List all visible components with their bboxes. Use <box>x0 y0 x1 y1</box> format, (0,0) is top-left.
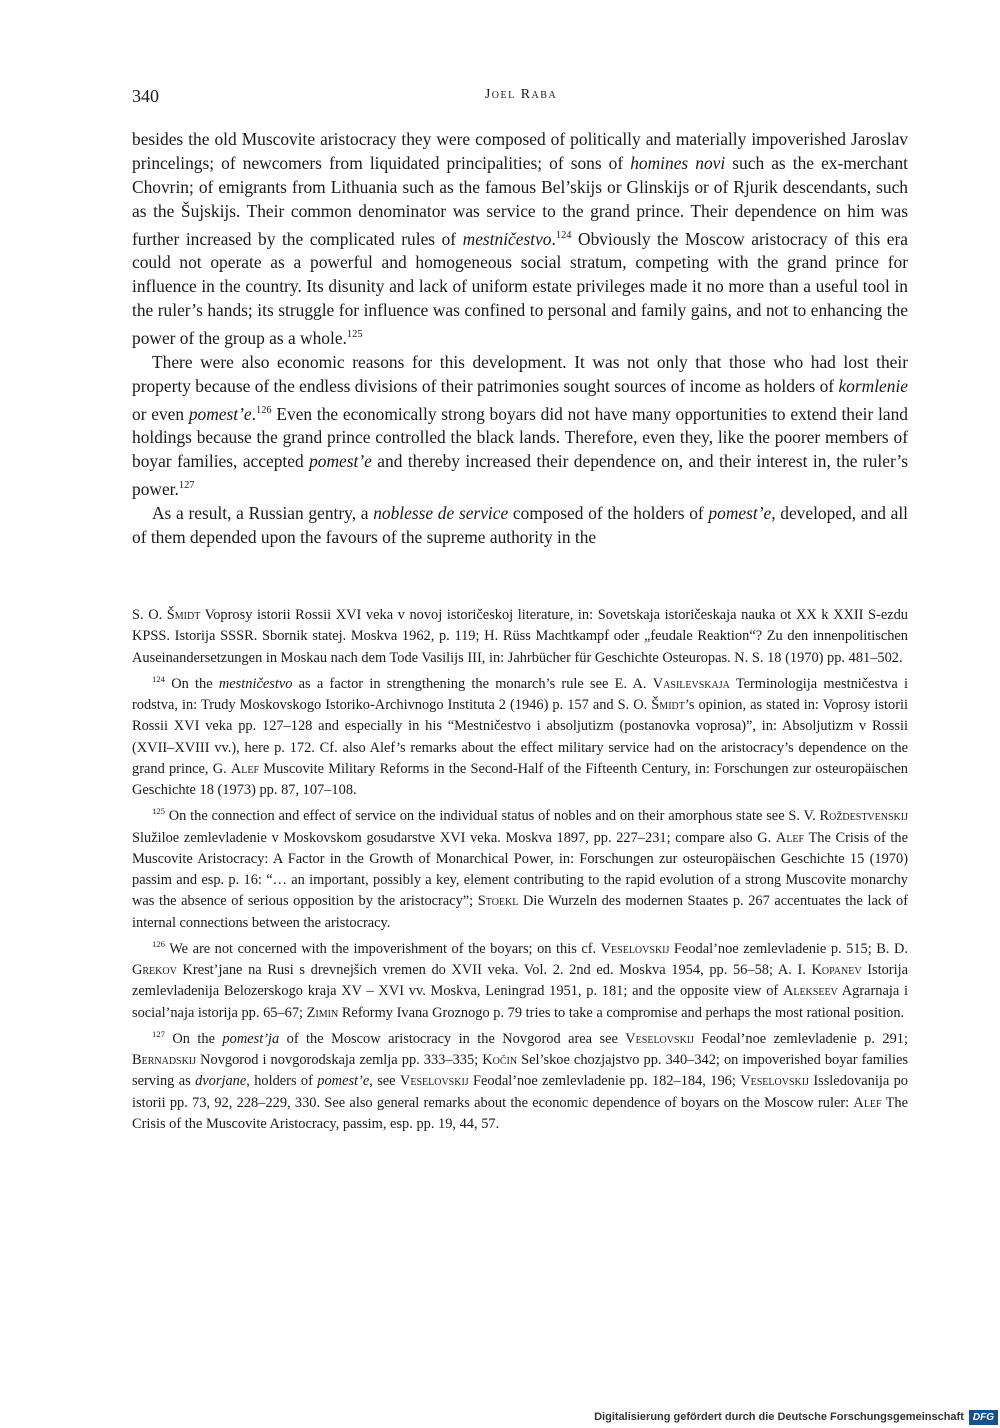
text-run: . <box>551 228 556 249</box>
text-run: There were also economic reasons for this development. It was not only that those who had lost their property because of the endless divisions of their patrimonies sought sources of income as holders of <box>132 351 908 396</box>
footnote-ref: 126 <box>255 404 272 416</box>
italic-term: kormlenie <box>838 375 908 396</box>
italic-term: pomest’e <box>309 451 372 472</box>
text-run: Agrarnaja i social’naja istorija pp. 65–67; <box>132 983 909 1021</box>
author-name: Šmidt <box>166 607 201 623</box>
footnote-127 <box>132 1024 908 1135</box>
author-name: Veselovskij <box>740 1073 809 1090</box>
footnote-ref: 124 <box>555 229 572 241</box>
text-run: The Crisis of the Muscovite Aristocracy: A Factor in the Growth of Monarchical Power, in: Forschungen zur osteuropäischen Geschichte 15 (1970) passim and esp. p. 16: “… an important, possibly a key, element contributing to the rapid evolution of a strong Muscovite monarchy was the absence of serious opposition by the aristocracy”; <box>132 829 908 910</box>
text-run: Krest’jane na Rusi s drevnejšich vremen do XVII veka. Vol. 2. 2nd ed. Moskva 1954, pp. 56–58; A. I. <box>176 962 812 979</box>
footnote-ref: 127 <box>178 480 195 492</box>
text-run: or even <box>132 403 189 424</box>
digitization-footer <box>594 1406 1000 1428</box>
text-run: such as the ex-merchant Chovrin; of emigrants from Lithuania such as the famous Bel’skijs or Glinskijs or of Rjurik descendants, such as the Šujskijs. Their common denominator was service to the grand prince. Their dependence on him was further increased by the complicated rules of <box>132 152 908 249</box>
footnote-continuation <box>132 605 908 669</box>
italic-term: mestničestvo <box>218 675 293 692</box>
funding-notice: Digitalisierung gefördert durch die Deutsche Forschungsgemeinschaft <box>594 1411 964 1423</box>
author-name: Veselovskij <box>399 1073 469 1090</box>
footnote-ref: 125 <box>346 329 363 341</box>
author-name: Veselovskij <box>600 940 670 957</box>
author-name: Alef <box>775 829 805 846</box>
text-run: S. O. <box>132 607 167 623</box>
text-run: . <box>251 403 256 424</box>
italic-term: pomest’e <box>317 1073 370 1090</box>
text-run: Novgorod i novgorodskaja zemlja pp. 333–335; <box>196 1052 483 1069</box>
paragraph-1 <box>132 128 908 351</box>
text-run: As a result, a Russian gentry, a <box>152 502 374 523</box>
author-name: Šmidt <box>651 696 685 713</box>
author-name: Alef <box>853 1094 882 1111</box>
text-run: as a factor in strengthening the monarch’s rule see E. A. <box>292 675 653 692</box>
text-run: On the <box>164 1030 223 1047</box>
author-name: Zimin <box>306 1004 339 1021</box>
author-name: Stoekl <box>477 893 519 910</box>
footnote-124 <box>132 669 908 802</box>
text-run: Služiloe zemlevladenie v Moskovskom gosudarstve XVI veka. Moskva 1897, pp. 227–231; compare also G. <box>132 829 776 846</box>
author-name: Alef <box>230 760 260 777</box>
text-run: Feodal’noe zemlevladenie p. 291; <box>694 1030 908 1047</box>
italic-term: homines novi <box>630 152 726 173</box>
text-run: On the <box>164 675 219 692</box>
text-run: Sel’skoe chozjajstvo pp. 340–342; on impoverished boyar families serving as <box>132 1052 908 1090</box>
italic-term: pomest’ja <box>222 1030 280 1047</box>
author-name: Veselovskij <box>625 1030 695 1047</box>
paragraph-3 <box>132 502 908 550</box>
text-run: Die Wurzeln des modernen Staates p. 267 accentuates the lack of internal connections between the aristocracy. <box>132 893 909 931</box>
text-run: Terminologija mestničestva i rodstva, in: Trudy Moskovskogo Istoriko-Archivnogo Instituta 2 (1946) p. 157 and S. O. <box>132 675 908 713</box>
footnote-126 <box>132 934 908 1024</box>
text-run: of the Moscow aristocracy in the Novgorod area see <box>279 1030 626 1047</box>
author-name: Roždestvenskij <box>819 808 908 825</box>
footnote-ref: 125 <box>152 806 165 817</box>
text-run: Istorija zemlevladenija Belozerskogo kraja XV – XVI vv. Moskva, Leningrad 1951, p. 181; and the opposite view of <box>132 962 908 1000</box>
page-header <box>132 86 910 112</box>
text-run: Voprosy istorii Rossii XVI veka v novoj istoričeskoj literature, in: Sovetskaja istoričeskaja nauka ot XX k XXII S-ezdu KPSS. Istorija SSSR. Sbornik statej. Moskva 1962, p. 119; H. Rüss Machtkampf oder „feudale Reaktion“? Zu den innenpolitischen Auseinandersetzungen in Moskau nach dem Tode Vasilijs III, in: Jahrbücher für Geschichte Osteuropas. N. S. 18 (1970) pp. 481–502. <box>132 607 908 666</box>
author-name: Alekseev <box>782 983 838 1000</box>
author-name: Kopanev <box>811 962 862 979</box>
text-run: Even the economically strong boyars did not have many opportunities to extend their land holdings because the grand prince controlled the black lands. Therefore, even they, like the poorer members of boyar families, accepted <box>132 403 908 472</box>
text-run: We are not concerned with the impoverishment of the boyars; on this cf. <box>164 940 601 957</box>
author-name: Kočin <box>482 1052 518 1069</box>
text-run: besides the old Muscovite aristocracy they were composed of politically and materially impoverished Jaroslav princelings; of newcomers from liquidated principalities; of sons of <box>132 129 908 173</box>
author-name: Bernadskij <box>132 1052 197 1069</box>
text-run: , developed, and all of them depended upon the favours of the supreme authority in the <box>132 502 909 547</box>
italic-term: dvorjane <box>195 1073 247 1090</box>
footnote-ref: 127 <box>152 1029 165 1040</box>
footnotes <box>132 605 908 1135</box>
author-name: Grekov <box>132 962 177 979</box>
text-run: Feodal’noe zemlevladenie p. 515; B. D. <box>669 940 908 957</box>
italic-term: pomest’e <box>188 403 252 424</box>
text-run: Issledovanija po istorii pp. 73, 92, 228–229, 330. See also general remarks about the economic dependence of boyars on the Moscow ruler: <box>132 1073 908 1111</box>
italic-term: noblesse de service <box>373 502 509 523</box>
footnote-125 <box>132 801 908 934</box>
text-run: Reformy Ivana Groznogo p. 79 tries to take a compromise and perhaps the most rational position. <box>338 1004 905 1021</box>
text-run: On the connection and effect of service on the individual status of nobles and on their amorphous state see S. V. <box>164 808 820 825</box>
text-run: ’s opinion, as stated in: Voprosy istorii Rossii XVI veka pp. 127–128 and especially in his “Mestničestvo i absoljutizm (postanovka voprosa)”, in: Absoljutizm v Rossii (XVII–XVIII vv.), here p. 172. Cf. also Alef’s remarks about the effect military service had on the aristocracy’s dependence on the grand prince, G. <box>132 696 908 777</box>
dfg-logo: DFG <box>969 1410 998 1425</box>
author-name: Vasilevskaja <box>652 675 730 692</box>
footnote-ref: 124 <box>152 673 165 684</box>
text-run: , see <box>369 1073 400 1090</box>
italic-term: mestničestvo <box>462 228 552 249</box>
text-run: and thereby increased their dependence on, and their interest in, the ruler’s power. <box>132 451 908 499</box>
italic-term: pomest’e <box>708 502 772 523</box>
text-run: , holders of <box>246 1073 318 1090</box>
text-run: Obviously the Moscow aristocracy of this era could not operate as a powerful and homogeneous social stratum, competing with the grand prince for influence in the country. Its disunity and lack of uniform estate privileges made it no more than a useful tool in the ruler’s hands; its struggle for influence was confined to personal and family gains, and not to enhancing the power of the group as a whole. <box>132 228 908 348</box>
main-text <box>132 128 908 550</box>
running-head: Joel Raba <box>484 87 558 102</box>
text-run: composed of the holders of <box>508 502 709 523</box>
page-number: 340 <box>132 86 159 106</box>
text-run: Feodal’noe zemlevladenie pp. 182–184, 196; <box>468 1073 741 1090</box>
text-run: The Crisis of the Muscovite Aristocracy, passim, esp. pp. 19, 44, 57. <box>132 1094 908 1133</box>
paragraph-2 <box>132 351 908 502</box>
footnote-ref: 126 <box>152 939 165 950</box>
text-run: Muscovite Military Reforms in the Second-Half of the Fifteenth Century, in: Forschungen zur osteuropäischen Geschichte 18 (1973) pp. 87, 107–108. <box>132 760 908 799</box>
